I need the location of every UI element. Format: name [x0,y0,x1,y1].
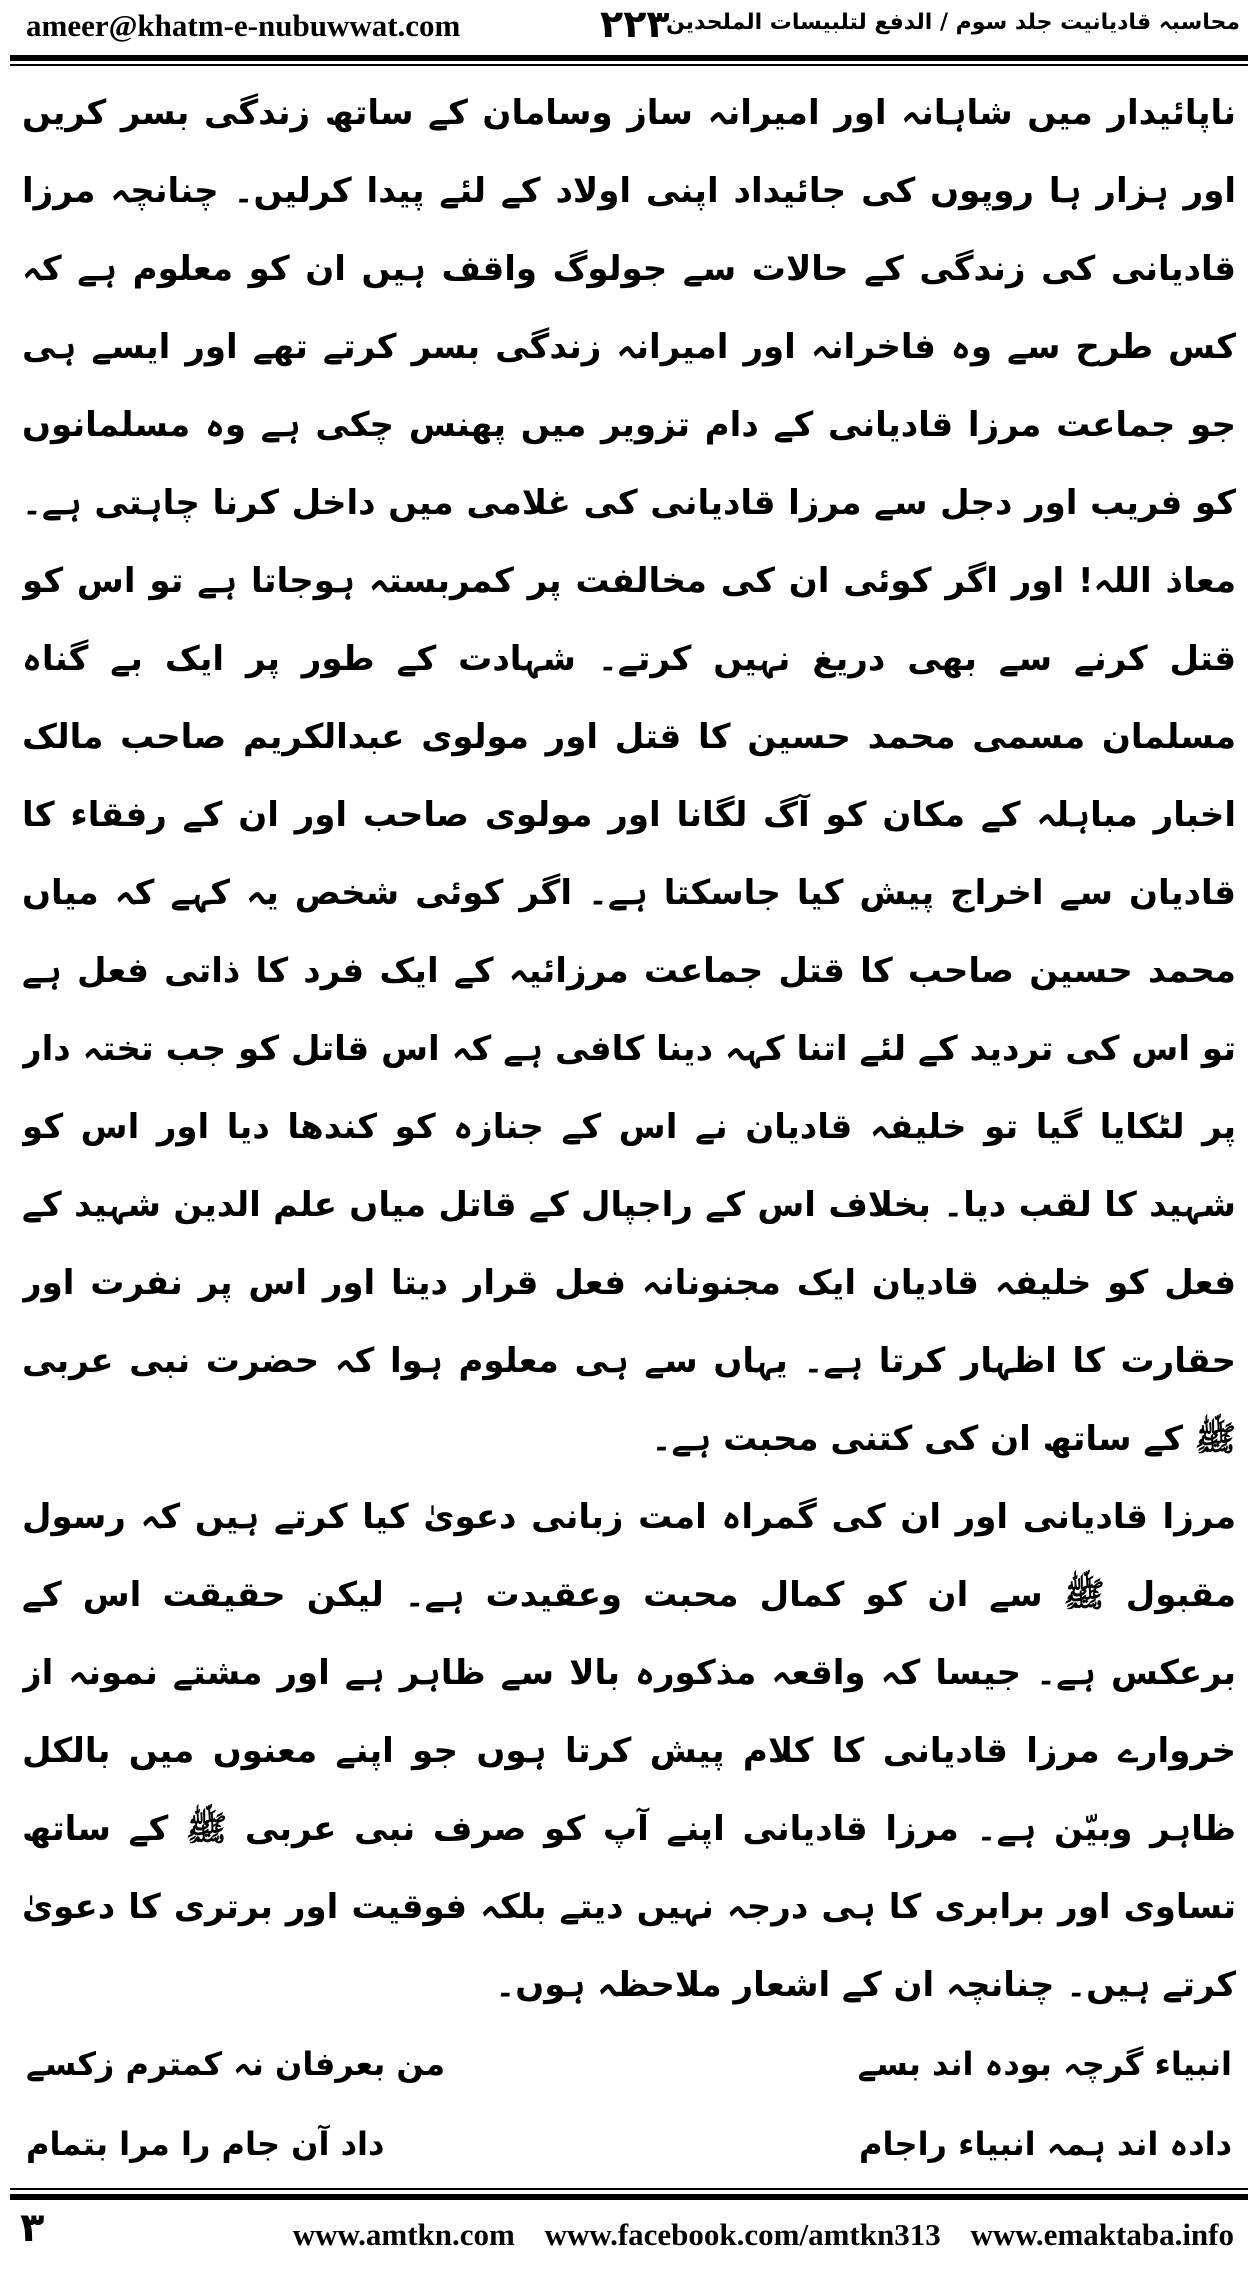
footer-link-emaktaba[interactable]: www.emaktaba.info [970,2217,1234,2252]
header-page-number: ۲۲۳ [600,2,670,46]
verse-hemistich-2b: داد آن جام را مرا بتمام [26,2125,385,2163]
verse-hemistich-2a: دادہ اند ہمہ انبیاء راجام [859,2125,1232,2163]
footer-link-facebook[interactable]: www.facebook.com/amtkn313 [544,2217,941,2252]
paragraph-1: ناپائیدار میں شاہانہ اور امیرانہ ساز وسامان کے ساتھ زندگی بسر کریں اور ہزار ہا روپوں کی جائیداد اپنی اولاد کے لئے پیدا کرلیں۔ چنانچہ مرزا قادیانی کی زندگی کے حالات سے جولوگ واقف ہیں ان کو معلوم ہے کہ کس طرح سے وہ فاخرانہ اور امیرانہ زندگی بسر کرتے تھے اور ایسے ہی جو جماعت مرزا قادیانی کے دام تزویر میں پھنس چکی ہے وہ مسلمانوں کو فریب اور دجل سے مرزا قادیانی کی غلامی میں داخل کرنا چاہتی ہے۔ معاذ اللہ! اور اگر کوئی ان کی مخالفت پر کمربستہ ہوجاتا ہے تو اس کو قتل کرنے سے بھی دریغ نہیں کرتے۔ شہادت کے طور پر ایک بے گناہ مسلمان مسمی محمد حسین کا قتل اور مولوی عبدالکریم صاحب مالک اخبار مباہلہ کے مکان کو آگ لگانا اور مولوی صاحب اور ان کے رفقاء کا قادیان سے اخراج پیش کیا جاسکتا ہے۔ اگر کوئی شخص یہ کہے کہ میاں محمد حسین صاحب کا قتل جماعت مرزائیہ کے ایک فرد کا ذاتی فعل ہے تو اس کی تردید کے لئے اتنا کہہ دینا کافی ہے کہ اس قاتل کو جب تختہ دار پر لٹکایا گیا تو خلیفہ قادیان نے اس کے جنازہ کو کندھا دیا اور اس کو شہید کا لقب دیا۔ بخلاف اس کے راجپال کے قاتل میاں علم الدین شہید کے فعل کو خلیفہ قادیان ایک مجنونانہ فعل قرار دیتا اور اس پر نفرت اور حقارت کا اظہار کرتا ہے۔ یہاں سے ہی معلوم ہوا کہ حضرت نبی عربی ﷺ کے ساتھ ان کی کتنی محبت ہے۔ [22,93,1236,1459]
footer-page-number: ۳ [20,2205,45,2251]
footer-links [279,2217,1234,2253]
header-email: ameer@khatm-e-nubuwwat.com [26,8,461,43]
verse-hemistich-1a: انبیاء گرچہ بودہ اند بسے [857,2045,1232,2083]
header-rule-thin [10,64,1248,66]
paragraph-2: مرزا قادیانی اور ان کی گمراہ امت زبانی دعویٰ کیا کرتے ہیں کہ رسول مقبول ﷺ سے ان کو کمال محبت وعقیدت ہے۔ لیکن حقیقت اس کے برعکس ہے۔ جیسا کہ واقعہ مذکورہ بالا سے ظاہر ہے اور مشتے نمونہ از خروارے مرزا قادیانی کا کلام پیش کرتا ہوں جو اپنے معنوں میں بالکل ظاہر وبیّن ہے۔ مرزا قادیانی اپنے آپ کو صرف نبی عربی ﷺ کے ساتھ تساوی اور برابری کا ہی درجہ نہیں دیتے بلکہ فوقیت اور برتری کا دعویٰ کرتے ہیں۔ چنانچہ ان کے اشعار ملاحظہ ہوں۔ [22,1497,1236,2005]
verse-line-2 [22,2104,1236,2164]
header-book-title: محاسبہ قادیانیت جلد سوم / الدفع لتلبیسات الملحدین [665,10,1240,35]
page-body [22,74,1236,2164]
footer-rule-thick [10,2194,1248,2200]
page-header [14,2,1244,52]
footer-link-amtkn[interactable]: www.amtkn.com [292,2217,515,2252]
footer-rule-thin [10,2188,1248,2190]
page-footer [14,2203,1244,2263]
verse-hemistich-1b: من بعرفان نہ کمترم زکسے [26,2045,446,2083]
header-rule-thick [10,55,1248,61]
verse-line-1 [22,2024,1236,2104]
